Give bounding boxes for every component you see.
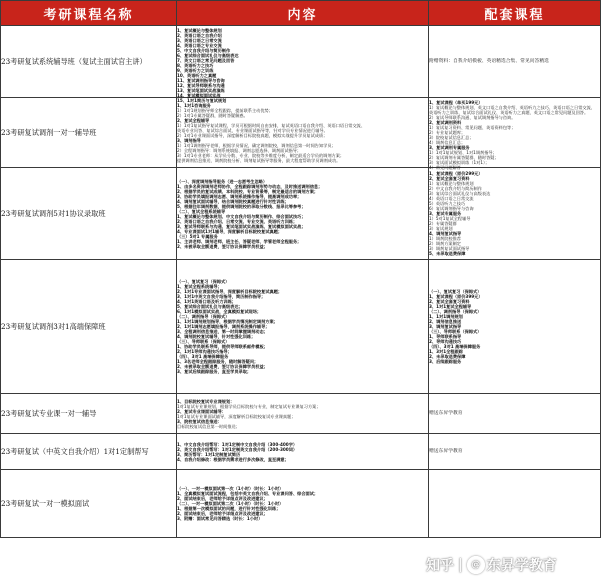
watermark-separator: |	[458, 557, 463, 573]
content-line: 1对1复试专业课面试辅导，深度解析目标院校复试专业课真题；	[177, 413, 296, 419]
support-line: 3、复试调剂专属服务	[429, 144, 470, 150]
content-line: 1、复试概论与整体规划、中文自我介绍与简历制作、综合面试技巧；	[177, 213, 306, 219]
content-line: 2、英语口语之自我介绍	[177, 32, 222, 38]
content-line: 11、复试调剂指导与咨询	[177, 77, 225, 83]
support-line: 2、复试全套复习资料	[429, 176, 470, 181]
content-line: （二）、一对一模拟面试第二次（1小时）（时长：1小时）	[177, 501, 284, 506]
content-line: 英语专业问答、复试综合面试，专业课面试指导等，针对学员专业情况进行辅导。	[177, 127, 328, 133]
support-line: 3、复试专属服务	[429, 211, 462, 216]
support-line: 1）1对1复试规划、1对1调剂指导；	[429, 149, 497, 155]
course-name-cell: 23考研复试调剂一对一辅导班	[1, 98, 177, 168]
watermark-handle: 东昇学教育	[486, 558, 557, 574]
content-line: 1、目标院校复试专业课规划：	[177, 398, 235, 404]
table-row	[1, 168, 601, 260]
support-line: 3）院校复试信息汇总；	[429, 134, 474, 140]
table-row	[1, 434, 601, 470]
content-line: 14、复试模拟面试实战	[177, 92, 221, 98]
content-line: 4、调剂院校复试辅导，针对性强化训练；	[177, 334, 256, 339]
support-line: 2）复试调剂专属答疑群、随时答疑；	[429, 154, 499, 160]
support-line: 4）常见问题解答	[429, 164, 461, 170]
support-line: 6）复试调剂指导与咨询	[429, 206, 474, 211]
support-line: 2）调剂方案制定	[429, 241, 461, 246]
support-line: 1）复试概论与整体规划	[429, 181, 474, 186]
content-line: 3、协助学员填报调剂志愿、调剂系统操作指导，提高调剂成功率；	[177, 193, 302, 199]
content-line: 1、中文自我介绍帮写：1对1定制中文自我介绍（300-400字）	[177, 441, 298, 447]
content-line: 1、根据第一次模拟面试的问题，进行针对性强化训练；	[177, 506, 281, 511]
content-line: 2、1对1导师沟通技巧指导；	[177, 349, 232, 354]
content-line: 3、英语口语之日常交流	[177, 37, 222, 43]
support-course-cell	[429, 434, 601, 470]
content-line: 5、根据往年调剂数据，提供调剂院校的录取分数线、报录比等参考；	[177, 203, 306, 209]
support-line: 1）复试复习资料、常见问题、英语资料包等；	[429, 124, 516, 130]
content-line: 2）1对1专属答疑群，随时答疑解惑。	[177, 112, 248, 118]
content-line: 4、专业课面试1对1辅导，深度解析目标院校复试真题；	[177, 228, 283, 234]
course-name-cell: 23考研复试调剂5对1协议录取班	[1, 168, 177, 260]
support-line: 3）复试综合面试礼仪与高级表达	[429, 191, 491, 196]
support-line: 3、后续跟踪服务	[429, 359, 462, 364]
content-line: （一）、深度调剂指导服务（进一志愿考生忽略）	[177, 178, 268, 184]
table-row	[1, 394, 601, 434]
content-line: 1、由多名资深调剂老师协作，全程跟踪调剂形势与动态，及时推送调剂信息；	[177, 183, 323, 189]
support-line: 赠送东昇学教育	[429, 449, 463, 454]
content-line: 2、根据学员的复试成绩、本科院校、专业背景等，制定最适合的调剂方案；	[177, 188, 319, 194]
header-support-courses: 配套课程	[429, 1, 601, 26]
course-content-cell	[177, 168, 429, 260]
content-line: 1）1对1规划指导师全程跟踪，提前联系主动优势；	[177, 107, 273, 113]
content-line: 2、英文自我介绍帮写：1对1定制英文自我介绍（200-300词）	[177, 446, 298, 452]
support-course-cell	[429, 260, 601, 394]
support-line: 3）复试面试模拟训练（1对1）；	[429, 159, 490, 165]
content-line: 10、英语听力之真题	[177, 72, 217, 78]
support-line: 3、1对1复试全程辅导	[429, 304, 472, 309]
support-line: （一）、复试复习（保姆式）	[429, 289, 482, 294]
content-line: （二）、复试全程系统辅导	[177, 208, 226, 214]
content-line: 2、1对1专业课面试指导，深度解析目标院校复试真题；	[177, 289, 283, 294]
content-line: 2、未被录取全额退费，签订协议保障学员权益；	[177, 364, 268, 369]
support-line: 2、未录取退费保障	[429, 354, 466, 359]
content-line: 2、面试结束后，老师给予详细点评及改进建议；	[177, 496, 268, 501]
content-line: 8、英语听力之技巧	[177, 62, 214, 68]
header-content: 内容	[177, 1, 429, 26]
course-name-cell: 23考研复试系统辅导班（复试主面试官主讲）	[1, 26, 177, 98]
support-line: 4、调剂复试指导	[429, 231, 462, 236]
content-line: 4、调剂复试面试辅导，结合调剂院校真题进行针对性训练；	[177, 198, 289, 204]
support-line: 5）英语听力之技巧	[429, 201, 466, 206]
support-line: 1）5对1复试全程辅导	[429, 216, 471, 221]
content-line: （一）、复试复习（保姆式）	[177, 279, 230, 284]
content-line: 5、中文自我介绍与简历制作	[177, 47, 231, 53]
content-line: 2、1对1调剂志愿填报指导，调剂系统操作辅导；	[177, 324, 270, 329]
support-line: 1、复试课程（原价399元）	[429, 294, 483, 299]
content-line: 3、调剂指导	[177, 137, 201, 143]
support-course-cell	[429, 168, 601, 260]
support-line: 1）复试概论与整体规划、英文口语之自我介绍、英语听力之技巧、英语口语之日常交流、	[429, 104, 595, 110]
content-line: 2、英语口语之自我介绍、日常交流、专业交流、英语听力训练；	[177, 218, 298, 224]
support-line: 2）专业复试题库；	[429, 129, 466, 135]
content-line: （四）、3对1 高端保障服务	[177, 354, 229, 359]
watermark-platform: 知乎	[426, 558, 454, 574]
content-line: 1、1对1调剂规划指导，根据学员情况制定调剂方案；	[177, 319, 278, 324]
content-line: 3、复试导师联系与沟通、复试笔面试实战演练、复试模拟面试实战；	[177, 223, 306, 229]
course-content-cell	[177, 434, 429, 470]
content-line: 3、复试后续跟踪服务，直至学员录取；	[177, 369, 252, 374]
support-line: 1）调剂院校推荐	[429, 236, 461, 241]
support-line: 英语听力之训练、复试综合面试礼仪、英语听力之真题、英文口语之常见问题及回答。	[429, 109, 589, 115]
content-line: 2、复试全程辅导	[177, 117, 210, 123]
content-line: 7、英文口语之常见问题及回答	[177, 57, 235, 63]
content-line: 5、复试综合面试礼仪与高级表达；	[177, 304, 243, 309]
content-line: 2、复试专业课面试辅导：	[177, 408, 226, 414]
course-name-cell: 23考研复试专业课一对一辅导	[1, 394, 177, 434]
content-line: 1、3名老师全程跟踪服务，随时解答疑问；	[177, 359, 259, 364]
content-line: 2）1对1专业课面试指导，深度解析目标院校真题，模拟实战提升学员复试成绩；	[177, 132, 328, 138]
support-line: 1、复试课程（单买199元）	[429, 99, 483, 105]
support-line: 3、调剂复试指导	[429, 324, 462, 329]
course-content-cell	[177, 26, 429, 103]
content-line: 2）全程调剂指导：调剂系统填报、调剂志愿选择、调剂面试指导；	[177, 147, 302, 153]
content-line: 3、简历帮写：1对1定制复试简历	[177, 451, 241, 457]
support-line: 2、调剂信息推送	[429, 319, 462, 324]
content-line: 3）1对1专业老师：从学员分数、专业、院校等多维度分析，制定最适合学员的调剂方案；	[177, 152, 345, 158]
support-line: 1、3对1全程跟踪	[429, 349, 463, 354]
support-line: 2、复试调剂资料	[429, 119, 462, 125]
course-content-cell	[177, 394, 429, 434]
content-line: 6、1对1模拟面试实战，全真模拟复试现场；	[177, 309, 262, 314]
course-content-cell	[177, 260, 429, 394]
course-name-cell: 23考研复试（中英文自我介绍）1对1定制帮写	[1, 434, 177, 470]
support-line: （四）、3对1 高端保障服务	[429, 344, 481, 349]
content-line: 1对1复试专业课规划，根据学员目标院校与专业，制定复试专业课复习方案；	[177, 403, 321, 409]
table-row	[1, 98, 601, 168]
content-line: 1、复试概论与整体规划	[177, 27, 222, 33]
content-line: 1）1对1复试指导复试课程，学员可根据时间自由安排，复试英语口语自我介绍、英语口语日常交流、	[177, 122, 366, 128]
support-course-cell	[429, 470, 601, 538]
content-line: 15、1对1简历与复试规划	[177, 97, 227, 103]
support-line: （三）、导师联系（保姆式）	[429, 329, 482, 334]
content-line: 4、英语口语之专业交流	[177, 42, 222, 48]
support-course-cell	[429, 98, 601, 168]
support-line: 2）复试导师联系沟通、复试调剂指导与咨询。	[429, 114, 516, 120]
content-line: 2、面试结束后，老师给予详细点评及改进建议；	[177, 511, 268, 516]
support-line: 2、复试全套复习资料	[429, 299, 470, 304]
support-course-cell	[429, 394, 601, 434]
support-line: 2）中文自我介绍与简历制作	[429, 186, 482, 191]
content-line: 提供调剂信息推送、调剂院校分析、调剂复试指导等服务，最大程度帮助学员调剂成功。	[177, 157, 341, 163]
content-line: 4、1对1英语口语及听力训练；	[177, 299, 236, 304]
content-line: 目标院校复试信息第一时间推送；	[177, 423, 240, 429]
content-line: （三）、导师联系（保姆式）	[177, 339, 230, 344]
content-line: 9、英语听力之训练	[177, 67, 214, 73]
table-row	[1, 470, 601, 538]
table-row	[1, 26, 601, 98]
content-line: 3、附赠：面试常见问答精选（时长：1小时）	[177, 516, 263, 521]
content-line: 4、自我介绍修改：根据学员需求进行多次修改，直至满意；	[177, 456, 289, 462]
support-line: 2）专属答疑群	[429, 221, 457, 226]
content-line: 2、未被录取全额退费，签订协议保障学员权益；	[177, 243, 268, 249]
content-line: 1、主讲老师、调剂老师、班主任、答疑老师、学管老师全程服务；	[177, 238, 302, 244]
support-line: （二）、调剂指导（保姆式）	[429, 309, 482, 314]
course-name-cell: 23考研复试调剂3对1高端保障班	[1, 260, 177, 394]
content-line: 12、复试导师联系与沟通	[177, 82, 225, 88]
support-line: 1、1对1调剂规划	[429, 314, 463, 319]
content-line: 13、复试笔面试实战演练	[177, 87, 225, 93]
support-line: 赠送东昇学教育	[429, 411, 463, 416]
support-line: 4）英语口语之日常交流	[429, 196, 474, 201]
at-icon: @	[467, 556, 485, 574]
content-line: （三）5对1 专属服务	[177, 233, 218, 239]
content-line: 1、复试全程系统辅导；	[177, 284, 222, 289]
support-line: 3）复试规划	[429, 226, 453, 231]
content-line: 3、1对1中英文自我介绍指导，简历制作指导；	[177, 294, 266, 299]
content-line: （二）、调剂指导（保姆式）	[177, 314, 230, 319]
support-line: 附赠资料：自我介绍模板、英语精选合集、常见问答精选	[429, 59, 549, 64]
support-line: 5、未录取退费保障	[429, 251, 466, 256]
support-course-cell	[429, 26, 601, 98]
course-content-cell	[177, 98, 429, 168]
header-course-name: 考研课程名称	[1, 1, 177, 26]
table-row	[1, 260, 601, 394]
zhihu-watermark	[423, 554, 560, 576]
course-name-cell: 23考研复试一对一模拟面试	[1, 470, 177, 538]
content-line: 3、全程调剂信息推送，第一时间掌握调剂动态；	[177, 329, 268, 334]
content-line: 1、协助学员联系导师，提供导师联系邮件模板；	[177, 344, 268, 349]
content-line: 1、全真模拟复试面试流程，包括中英文自我介绍、专业课问答、综合面试；	[177, 491, 319, 496]
support-line: 4）调剂信息汇总；	[429, 139, 466, 145]
support-line: 1、复试课程（原价299元）	[429, 171, 483, 176]
content-line: 3、院校复试信息推送：	[177, 418, 222, 424]
support-line: 2、导师沟通技巧	[429, 339, 462, 344]
content-line: 1、1对1咨询服务	[177, 102, 211, 108]
header-row	[1, 1, 601, 26]
content-line: 1）1对1调剂指导老师，根据学员情况，确定调剂院校，调剂信息第一时间告知学员；	[177, 142, 336, 148]
support-line: 3）调剂复试面试指导	[429, 246, 470, 251]
content-line: （一）、一对一模拟面试第一次（1小时）（时长：1小时）	[177, 486, 284, 491]
support-line: 1、导师联系指导	[429, 334, 462, 339]
content-line: 6、复试综合面试礼仪与高级表达	[177, 52, 239, 58]
course-content-cell	[177, 470, 429, 538]
